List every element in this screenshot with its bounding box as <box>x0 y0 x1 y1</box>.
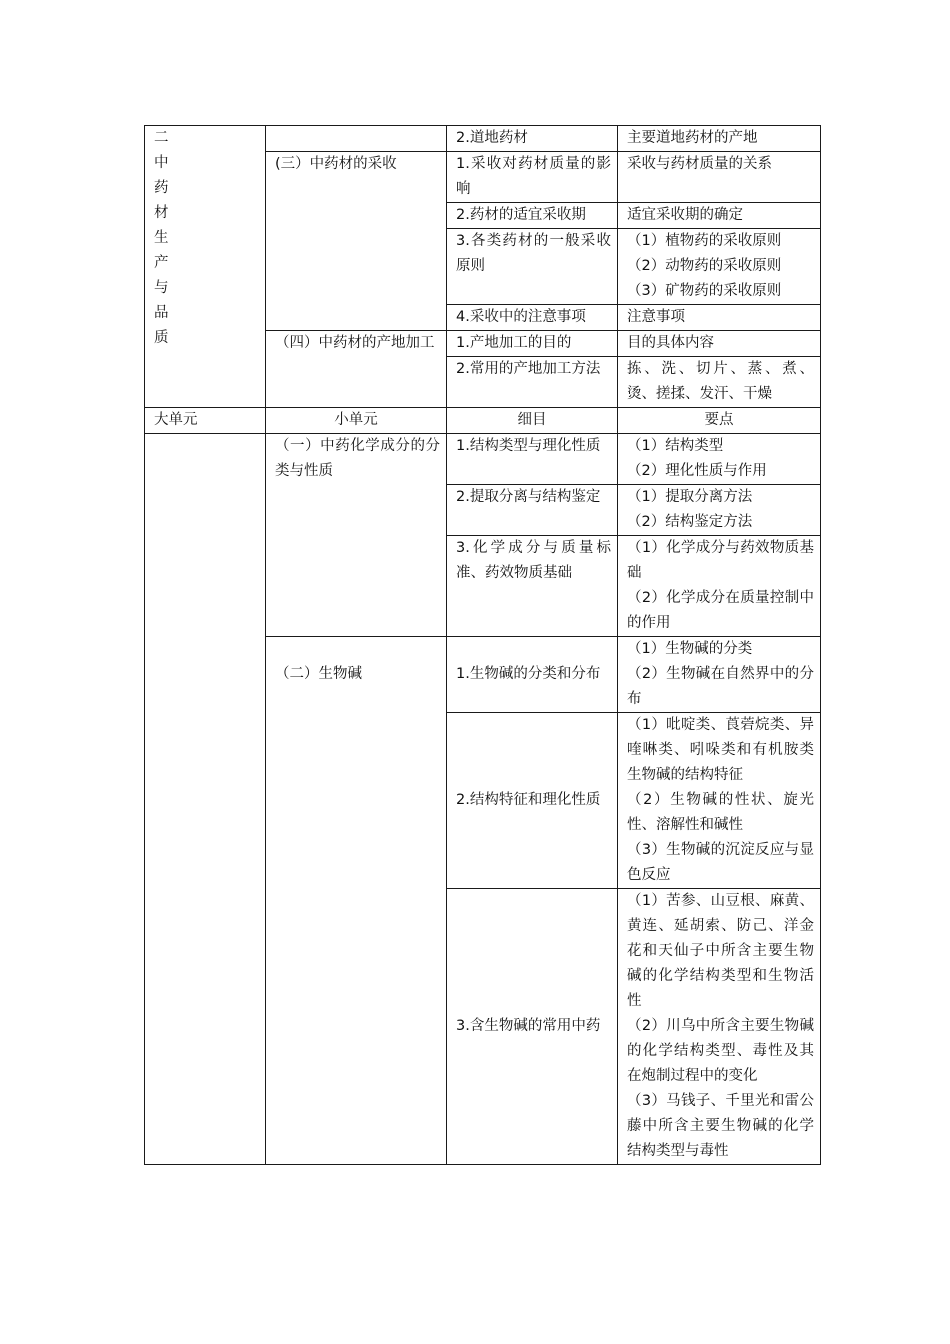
unit-char: 生 <box>154 230 169 246</box>
point-cell <box>618 229 821 305</box>
point-line: （2）理化性质与作用 <box>627 463 767 479</box>
spacer <box>275 637 440 662</box>
item-cell: 1.采收对药材质量的影响 <box>447 152 618 203</box>
unit-char: 品 <box>154 305 169 321</box>
point-cell <box>618 889 821 1165</box>
point-line: （2）动物药的采收原则 <box>627 258 782 274</box>
table-row <box>145 434 821 485</box>
table-row <box>145 126 821 152</box>
subunit-cell: （一）中药化学成分的分类与性质 <box>266 434 447 637</box>
header-unit: 大单元 <box>145 408 266 434</box>
item-cell: 3.各类药材的一般采收原则 <box>447 229 618 305</box>
item-cell: 2.道地药材 <box>447 126 618 152</box>
item-cell: 1.生物碱的分类和分布 <box>447 637 618 713</box>
point-line: （2）化学成分在质量控制中的作用 <box>627 590 814 631</box>
point-cell: 拣、洗、切片、蒸、煮、烫、搓揉、发汗、干燥 <box>618 357 821 408</box>
point-line: （2）结构鉴定方法 <box>627 514 753 530</box>
point-line: （1）结构类型 <box>627 438 724 454</box>
point-line: （1）苦参、山豆根、麻黄、黄连、延胡索、防己、洋金花和天仙子中所含主要生物碱的化学结构类型和生物活性 <box>627 893 814 1009</box>
item-cell: 3.含生物碱的常用中药 <box>447 889 618 1165</box>
point-line: （2）生物碱的性状、旋光性、溶解性和碱性 <box>627 792 814 833</box>
item-cell: 1.结构类型与理化性质 <box>447 434 618 485</box>
table-header-row <box>145 408 821 434</box>
item-cell: 1.产地加工的目的 <box>447 331 618 357</box>
unit-char: 药 <box>154 180 169 196</box>
unit-char: 材 <box>154 205 169 221</box>
point-line: （1）生物碱的分类 <box>627 641 753 657</box>
point-line: （1）植物药的采收原则 <box>627 233 782 249</box>
unit-char: 产 <box>154 255 169 271</box>
item-cell: 2.结构特征和理化性质 <box>447 713 618 889</box>
point-line: （1）吡啶类、莨菪烷类、异喹啉类、吲哚类和有机胺类生物碱的结构特征 <box>627 717 814 783</box>
point-cell <box>618 536 821 637</box>
subunit-cell-empty <box>266 126 447 152</box>
unit-char: 二 <box>154 130 169 146</box>
item-cell: 2.提取分离与结构鉴定 <box>447 485 618 536</box>
item-cell: 2.常用的产地加工方法 <box>447 357 618 408</box>
point-line: （3）矿物药的采收原则 <box>627 283 782 299</box>
point-cell: 采收与药材质量的关系 <box>618 152 821 203</box>
subunit-cell <box>266 637 447 1165</box>
point-line: （2）川乌中所含主要生物碱的化学结构类型、毒性及其在炮制过程中的变化 <box>627 1018 814 1084</box>
item-cell: 4.采收中的注意事项 <box>447 305 618 331</box>
point-cell: 主要道地药材的产地 <box>618 126 821 152</box>
subunit-cell: (三）中药材的采收 <box>266 152 447 331</box>
point-line: （1）化学成分与药效物质基础 <box>627 540 814 581</box>
unit-cell-2 <box>145 126 266 408</box>
item-cell: 2.药材的适宜采收期 <box>447 203 618 229</box>
header-subunit: 小单元 <box>266 408 447 434</box>
point-line: （2）生物碱在自然界中的分布 <box>627 666 814 707</box>
header-point: 要点 <box>618 408 821 434</box>
point-line: （1）提取分离方法 <box>627 489 753 505</box>
unit-char: 与 <box>154 280 169 296</box>
point-line: （3）生物碱的沉淀反应与显色反应 <box>627 842 814 883</box>
unit-cell-3 <box>145 434 266 1165</box>
item-cell: 3.化学成分与质量标准、药效物质基础 <box>447 536 618 637</box>
syllabus-table <box>144 125 821 1165</box>
subunit-label: （二）生物碱 <box>275 666 362 682</box>
point-cell <box>618 485 821 536</box>
point-cell: 适宜采收期的确定 <box>618 203 821 229</box>
header-item: 细目 <box>447 408 618 434</box>
subunit-cell: （四）中药材的产地加工 <box>266 331 447 408</box>
point-cell <box>618 434 821 485</box>
point-line: （3）马钱子、千里光和雷公藤中所含主要生物碱的化学结构类型与毒性 <box>627 1093 814 1159</box>
point-cell: 注意事项 <box>618 305 821 331</box>
unit-char: 质 <box>154 330 169 346</box>
point-cell <box>618 713 821 889</box>
point-cell: 目的具体内容 <box>618 331 821 357</box>
point-cell <box>618 637 821 713</box>
unit-char: 中 <box>154 155 169 171</box>
